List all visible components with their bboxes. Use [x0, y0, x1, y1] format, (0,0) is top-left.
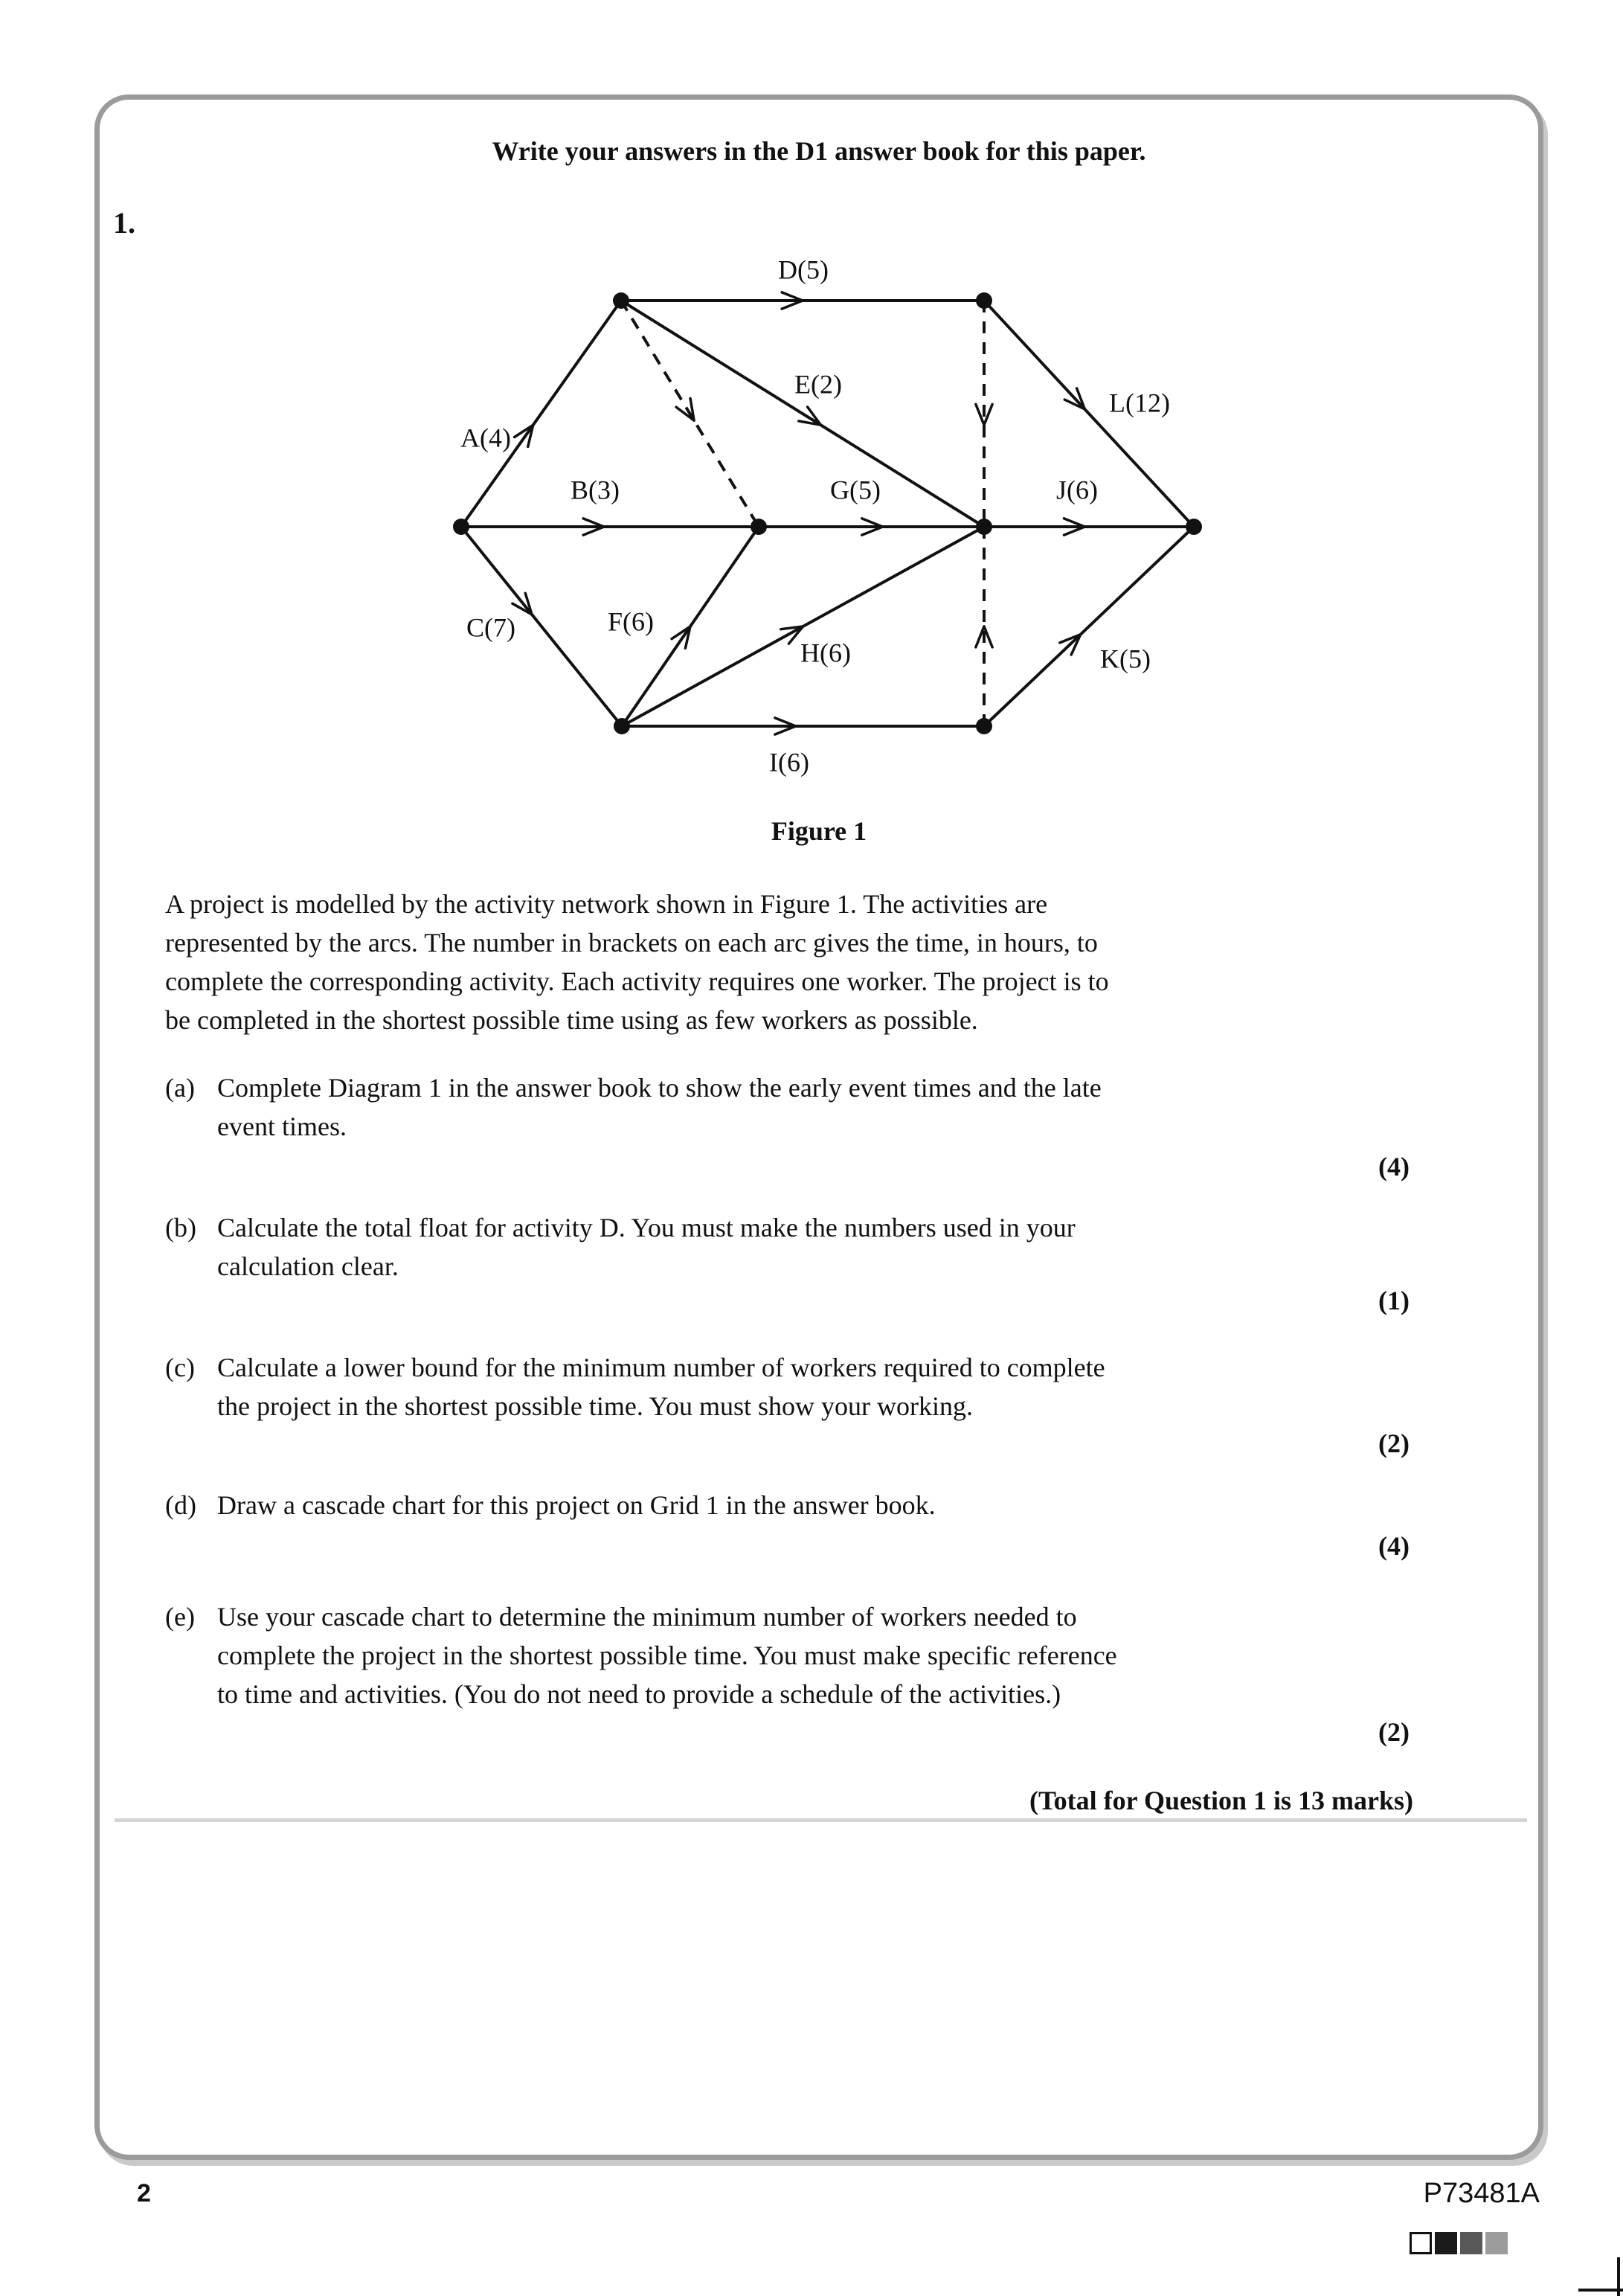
- part-b-label: (b): [165, 1213, 196, 1242]
- arc-label-B: B(3): [571, 475, 620, 505]
- part-a-line-1: Complete Diagram 1 in the answer book to show the early event times and the late: [217, 1073, 1102, 1103]
- part-c-line-1: Calculate a lower bound for the minimum number of workers required to complete: [217, 1353, 1105, 1382]
- arc-label-A: A(4): [460, 423, 511, 453]
- calibration-square-darkgray: [1460, 2232, 1482, 2254]
- calibration-square-white: [1410, 2232, 1432, 2254]
- calibration-square-black: [1435, 2232, 1457, 2254]
- event-node-botLeft: [614, 718, 630, 734]
- part-b-line-2: calculation clear.: [217, 1251, 399, 1281]
- arc-dummy-top-to-mid: [621, 301, 759, 527]
- part-c-label: (c): [165, 1353, 195, 1382]
- part-c-line-2: the project in the shortest possible time. You must show your working.: [217, 1391, 973, 1421]
- arc-label-I: I(6): [769, 747, 809, 777]
- part-d-marks: (4): [1378, 1531, 1410, 1561]
- part-e-line-2: complete the project in the shortest possible time. You must make specific reference: [217, 1641, 1117, 1670]
- event-node-center: [976, 519, 992, 535]
- intro-line-4: be completed in the shortest possible time using as few workers as possible.: [165, 1005, 978, 1035]
- part-b-line-1: Calculate the total float for activity D. You must make the numbers used in your: [217, 1213, 1076, 1242]
- intro-line-3: complete the corresponding activity. Each activity requires one worker. The project is to: [165, 966, 1109, 996]
- arc-label-D: D(5): [778, 254, 829, 285]
- arc-label-L: L(12): [1109, 388, 1170, 418]
- arc-label-E: E(2): [794, 369, 842, 400]
- intro-line-1: A project is modelled by the activity network shown in Figure 1. The activities are: [165, 889, 1048, 919]
- corner-registration-mark-vertical: [1617, 2257, 1620, 2296]
- part-b-marks: (1): [1378, 1286, 1410, 1315]
- part-d-label: (d): [165, 1490, 196, 1520]
- event-node-mid: [751, 519, 767, 535]
- paper-code: P73481A: [1423, 2178, 1540, 2209]
- part-e-line-1: Use your cascade chart to determine the minimum number of workers needed to: [217, 1602, 1077, 1632]
- corner-registration-mark-horizontal: [1578, 2289, 1623, 2292]
- part-e-label: (e): [165, 1602, 195, 1632]
- page-number: 2: [137, 2179, 151, 2207]
- part-d-line-1: Draw a cascade chart for this project on Grid 1 in the answer book.: [217, 1490, 936, 1520]
- event-node-topRight: [976, 292, 992, 309]
- arc-K: [984, 527, 1194, 726]
- part-a-line-2: event times.: [217, 1112, 347, 1141]
- part-e-marks: (2): [1378, 1717, 1410, 1747]
- arc-E: [621, 301, 984, 527]
- header-instruction: Write your answers in the D1 answer book for this paper.: [492, 136, 1146, 166]
- arc-label-F: F(6): [608, 606, 654, 637]
- part-e-line-3: to time and activities. (You do not need to provide a schedule of the activities.): [217, 1679, 1061, 1709]
- event-node-start: [453, 519, 469, 535]
- arc-label-C: C(7): [466, 612, 515, 643]
- calibration-square-gray: [1485, 2232, 1508, 2254]
- part-a-marks: (4): [1378, 1152, 1410, 1181]
- intro-line-2: represented by the arcs. The number in brackets on each arc gives the time, in hours, to: [165, 928, 1098, 958]
- arc-label-H: H(6): [800, 638, 851, 668]
- part-c-marks: (2): [1378, 1428, 1410, 1458]
- question-total-marks: (Total for Question 1 is 13 marks): [1029, 1786, 1413, 1815]
- arc-label-G: G(5): [830, 475, 881, 505]
- figure-caption: Figure 1: [771, 816, 867, 846]
- arc-label-K: K(5): [1100, 644, 1151, 674]
- question-end-rule: [115, 1818, 1527, 1822]
- event-node-top: [613, 292, 629, 309]
- arc-label-J: J(6): [1056, 475, 1098, 505]
- event-node-botRight: [976, 718, 992, 734]
- event-node-end: [1186, 519, 1202, 535]
- part-a-label: (a): [165, 1073, 195, 1103]
- question-number: 1.: [113, 206, 135, 240]
